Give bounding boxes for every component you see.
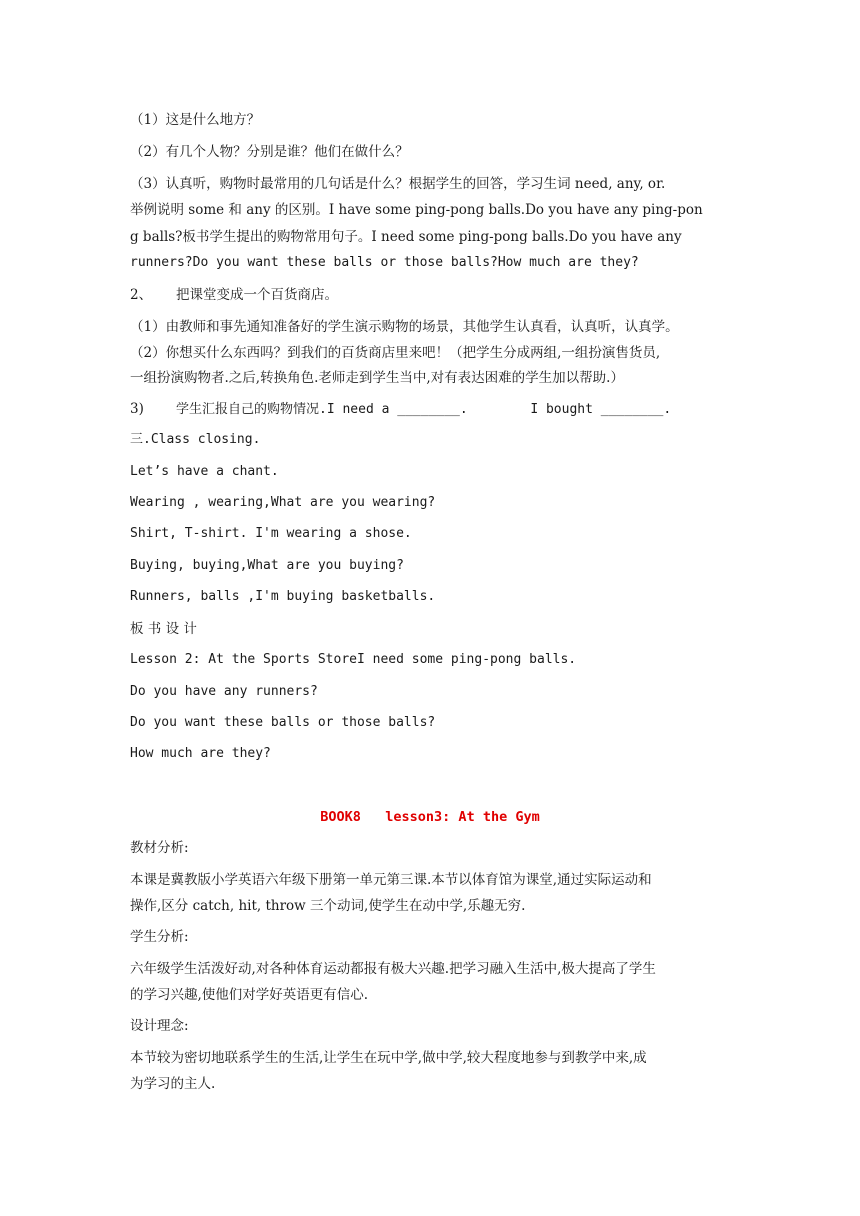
list-text: 把课堂变成一个百货商店。 (176, 287, 338, 303)
text-line: Do you have any runners? (130, 684, 318, 699)
section-title: BOOK8 lesson3: At the Gym (320, 809, 540, 825)
text-line: （2）你想买什么东西吗？到我们的百货商店里来吧！（把学生分成两组,一组扮演售货员, (130, 345, 661, 361)
text-line (130, 400, 740, 419)
text-line: 的学习兴趣,使他们对学好英语更有信心. (130, 987, 369, 1003)
text-line: 学生分析: (130, 929, 189, 945)
text-line: Wearing , wearing,What are you wearing? (130, 495, 436, 510)
text-line: Runners, balls ,I'm buying basketballs. (130, 589, 436, 604)
text-line: Do you want these balls or those balls? (130, 715, 436, 730)
text-line: How much are they? (130, 746, 271, 761)
text-line: runners?Do you want these balls or those balls?How much are they? (130, 255, 639, 270)
list-number: 2、 (130, 287, 153, 303)
text-line: 举例说明 some 和 any 的区别。I have some ping-pong balls.Do you have any ping-pon (130, 202, 703, 218)
text-line: （1）由教师和事先通知准备好的学生演示购物的场景，其他学生认真看，认真听，认真学。 (130, 319, 679, 335)
text-line: Let’s have a chant. (130, 464, 279, 479)
text-line: Lesson 2: At the Sports StoreI need some ping-pong balls. (130, 652, 577, 667)
text-line: 三.Class closing. (130, 432, 261, 447)
text-line: （3）认真听，购物时最常用的几句话是什么？根据学生的回答，学习生词 need, any, or. (130, 176, 666, 192)
text-line: 教材分析: (130, 840, 189, 856)
text-line: 一组扮演购物者.之后,转换角色.老师走到学生当中,对有表达困难的学生加以帮助.） (130, 370, 624, 386)
text-line: 本课是冀教版小学英语六年级下册第一单元第三课.本节以体育馆为课堂,通过实际运动和 (130, 872, 652, 888)
text-line: 六年级学生活泼好动,对各种体育运动都报有极大兴趣.把学习融入生活中,极大提高了学生 (130, 961, 656, 977)
text-line: Buying, buying,What are you buying? (130, 558, 404, 573)
text-line: （1）这是什么地方？ (130, 112, 261, 128)
text-line (130, 286, 740, 304)
text-line: 本节较为密切地联系学生的生活,让学生在玩中学,做中学,较大程度地参与到教学中来,成 (130, 1050, 647, 1066)
text-line: 为学习的主人. (130, 1076, 216, 1092)
text-line: 设计理念: (130, 1018, 189, 1034)
list-number: 3) (130, 401, 144, 417)
text-line: Shirt, T-shirt. I'm wearing a shose. (130, 526, 412, 541)
text-line: 板 书 设 计 (130, 621, 197, 637)
text-line: 操作,区分 catch, hit, throw 三个动词,使学生在动中学,乐趣无穷. (130, 898, 526, 914)
list-text: 学生汇报自己的购物情况.I need a ________. I bought ________. (176, 402, 672, 417)
text-line: （2）有几个人物？分别是谁？他们在做什么？ (130, 144, 409, 160)
text-line: g balls?板书学生提出的购物常用句子。I need some ping-pong balls.Do you have any (130, 229, 682, 245)
